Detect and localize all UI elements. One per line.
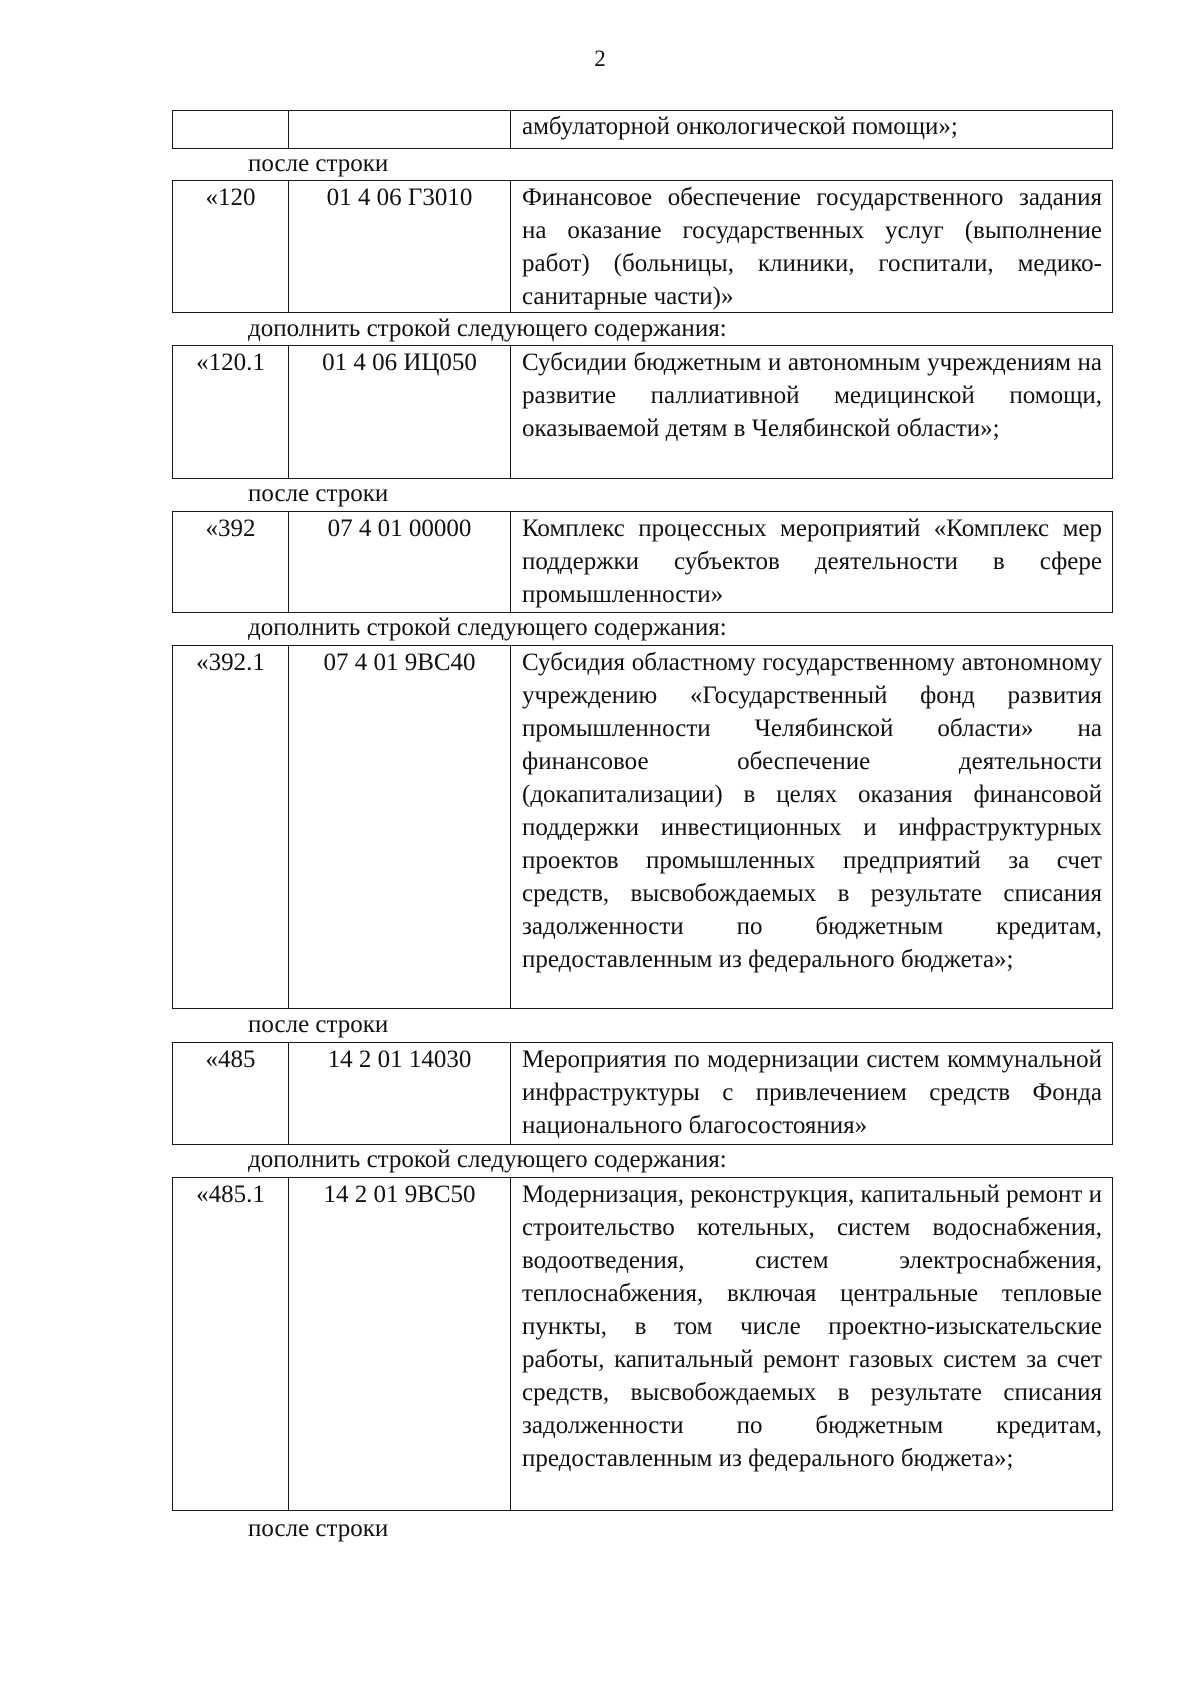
- row-text-cell: Мероприятия по модернизации систем коммунальной инфраструктуры с привлечением средств Фонда национального благосостояния»: [522, 1046, 1102, 1139]
- row-text-cell: Модернизация, реконструкция, капитальный ремонт и строительство котельных, систем водоснабжения, водоотведения, систем электроснабжения, теплоснабжения, включая центральные тепловые пункты, в том числе проектно-изыскательские работы, капитальный ремонт газовых систем за счет средств, высвобождаемых в результате списания задолженности по бюджетным кредитам, предоставленным из федерального бюджета»;: [522, 1181, 1102, 1472]
- row-code-cell: 14 2 01 9ВС50: [289, 1178, 511, 1510]
- caption-after-row: после строки: [248, 1515, 389, 1542]
- row-code-cell: 01 4 06 ИЦ050: [289, 346, 511, 478]
- table-row: [172, 511, 1113, 613]
- table-row: [172, 1042, 1113, 1145]
- row-number-cell: «120: [173, 181, 289, 312]
- row-code-cell: 07 4 01 9ВС40: [289, 646, 511, 1008]
- table-row: [172, 110, 1113, 149]
- caption-add-row: дополнить строкой следующего содержания:: [248, 1146, 727, 1173]
- row-number-cell: «485.1: [173, 1178, 289, 1510]
- caption-add-row: дополнить строкой следующего содержания:: [248, 614, 727, 641]
- row-code-cell: 07 4 01 00000: [289, 512, 511, 612]
- row-code-cell: [289, 111, 511, 148]
- row-text-cell: амбулаторной онкологической помощи»;: [522, 113, 958, 140]
- row-text-cell: Субсидия областному государственному автономному учреждению «Государственный фонд развития промышленности Челябинской области» на финансовое обеспечение деятельности (докапитализации) в целях оказания финансовой поддержки инвестиционных и инфраструктурных проектов промышленных предприятий за счет средств, высвобождаемых в результате списания задолженности по бюджетным кредитам, предоставленным из федерального бюджета»;: [522, 649, 1102, 973]
- row-text-cell: Финансовое обеспечение государственного задания на оказание государственных услуг (выполнение работ) (больницы, клиники, госпитали, медико-санитарные части)»: [522, 184, 1102, 310]
- row-number-cell: «485: [173, 1043, 289, 1144]
- row-text-cell: Субсидии бюджетным и автономным учреждениям на развитие паллиативной медицинской помощи, оказываемой детям в Челябинской области»;: [522, 349, 1102, 442]
- row-text-cell: Комплекс процессных мероприятий «Комплекс мер поддержки субъектов деятельности в сфере промышленности»: [522, 515, 1102, 608]
- row-code-cell: 01 4 06 Г3010: [289, 181, 511, 312]
- row-code-cell: 14 2 01 14030: [289, 1043, 511, 1144]
- row-number-cell: «392.1: [173, 646, 289, 1008]
- table-row: [172, 1177, 1113, 1511]
- table-row: [172, 180, 1113, 313]
- row-number-cell: «392: [173, 512, 289, 612]
- row-number-cell: [173, 111, 289, 148]
- caption-add-row: дополнить строкой следующего содержания:: [248, 315, 727, 342]
- caption-after-row: после строки: [248, 1011, 389, 1038]
- caption-after-row: после строки: [248, 150, 389, 177]
- table-row: [172, 645, 1113, 1009]
- caption-after-row: после строки: [248, 480, 389, 507]
- row-number-cell: «120.1: [173, 346, 289, 478]
- page-number: 2: [594, 46, 606, 71]
- table-row: [172, 345, 1113, 479]
